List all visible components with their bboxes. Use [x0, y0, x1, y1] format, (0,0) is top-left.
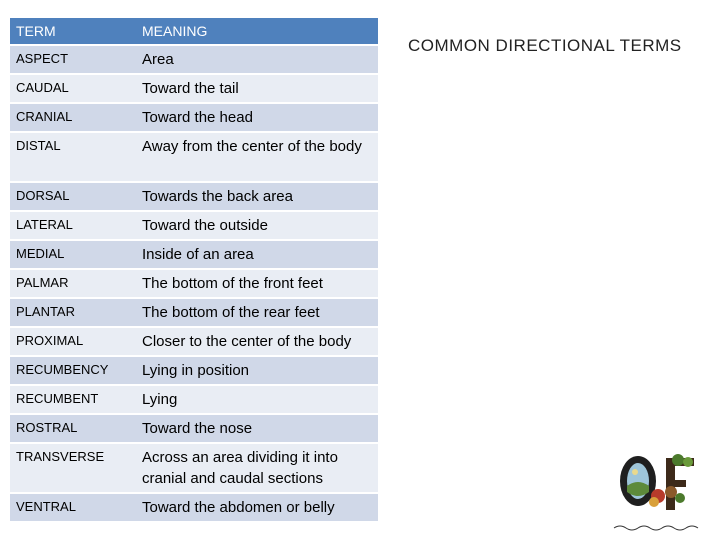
table-row: [10, 494, 378, 523]
term-cell: DISTAL: [10, 133, 135, 183]
header-meaning: MEANING: [135, 18, 378, 46]
table-row: [10, 386, 378, 415]
table-row: [10, 133, 378, 183]
table-row: [10, 270, 378, 299]
table-row: [10, 328, 378, 357]
meaning-cell: Lying in position: [135, 357, 378, 386]
meaning-cell: Lying: [135, 386, 378, 415]
term-cell: CAUDAL: [10, 75, 135, 104]
term-cell: PLANTAR: [10, 299, 135, 328]
meaning-cell: Inside of an area: [135, 241, 378, 270]
meaning-cell: Away from the center of the body: [135, 133, 378, 183]
term-cell: PALMAR: [10, 270, 135, 299]
table-row: [10, 357, 378, 386]
meaning-cell: Toward the tail: [135, 75, 378, 104]
term-cell: PROXIMAL: [10, 328, 135, 357]
meaning-cell: The bottom of the front feet: [135, 270, 378, 299]
table-row: [10, 212, 378, 241]
table-row: [10, 415, 378, 444]
meaning-cell: Towards the back area: [135, 183, 378, 212]
table-row: [10, 299, 378, 328]
term-cell: VENTRAL: [10, 494, 135, 523]
meaning-cell: Closer to the center of the body: [135, 328, 378, 357]
meaning-cell: Across an area dividing it into cranial and caudal sections: [135, 444, 378, 494]
table-header-row: [10, 18, 378, 46]
term-cell: RECUMBENCY: [10, 357, 135, 386]
table-row: [10, 444, 378, 494]
of-logo-icon: [608, 448, 716, 538]
table-row: [10, 104, 378, 133]
meaning-cell: Toward the head: [135, 104, 378, 133]
table-row: [10, 75, 378, 104]
terms-table: [10, 18, 378, 523]
meaning-cell: Toward the outside: [135, 212, 378, 241]
slide-title: COMMON DIRECTIONAL TERMS: [408, 36, 682, 55]
table-row: [10, 46, 378, 75]
table-row: [10, 183, 378, 212]
table-row: [10, 241, 378, 270]
term-cell: LATERAL: [10, 212, 135, 241]
header-term: TERM: [10, 18, 135, 46]
term-cell: RECUMBENT: [10, 386, 135, 415]
term-cell: ROSTRAL: [10, 415, 135, 444]
meaning-cell: Area: [135, 46, 378, 75]
term-cell: TRANSVERSE: [10, 444, 135, 494]
term-cell: MEDIAL: [10, 241, 135, 270]
term-cell: ASPECT: [10, 46, 135, 75]
meaning-cell: Toward the nose: [135, 415, 378, 444]
term-cell: DORSAL: [10, 183, 135, 212]
term-cell: CRANIAL: [10, 104, 135, 133]
meaning-cell: Toward the abdomen or belly: [135, 494, 378, 523]
meaning-cell: The bottom of the rear feet: [135, 299, 378, 328]
